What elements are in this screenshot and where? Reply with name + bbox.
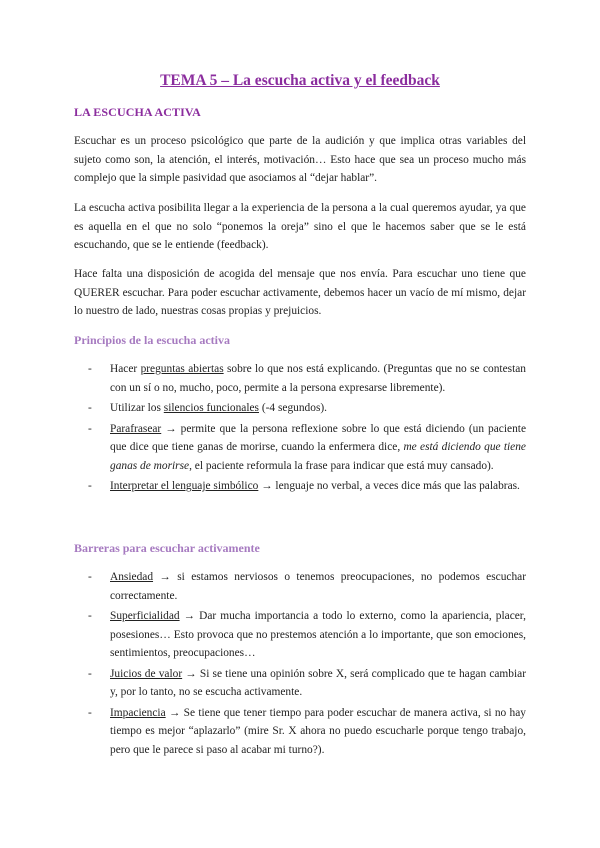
paragraph-1: Escuchar es un proceso psicológico que parte de la audición y que implica otras variables del sujeto como son, la atención, el interés, motivación… Esto hace que sea un proceso mucho más complejo que la simple pasividad que asociamos al “dejar hablar”. [74,135,526,184]
bullet-dash: - [88,363,92,375]
bullet-dash: - [88,480,92,492]
term: Interpretar el lenguaje simbólico [110,480,259,492]
term: Parafrasear [110,422,162,435]
list-item: - Superficialidad → Dar mucha importancia a todo lo externo, como la apariencia, placer, posesiones… Esto provoca que no prestemos atención a lo importante, que son emociones, sentimientos, preocupaciones… [74,607,526,663]
bullet-dash: - [88,610,92,622]
term: Superficialidad [110,610,180,622]
term: Impaciencia [110,706,166,719]
principios-heading: Principios de la escucha activa [74,333,230,347]
term: preguntas abiertas [140,363,224,375]
bullet-dash: - [88,706,92,719]
italic-quote: me está diciendo que tiene ganas de morirse [110,441,526,472]
list-item: - Ansiedad → si estamos nerviosos o tenemos preocupaciones, no podemos escuchar correctamente. [74,568,526,605]
list-item: - Interpretar el lenguaje simbólico → lenguaje no verbal, a veces dice más que las palabras. [74,477,526,496]
bullet-dash: - [88,571,92,583]
list-item: - Hacer preguntas abiertas sobre lo que nos está explicando. (Preguntas que no se contestan con un sí o no, mucho, poco, permite a la persona expresarse libremente). [74,360,526,397]
paragraph-3: Hace falta una disposición de acogida del mensaje que nos envía. Para escuchar uno tiene que QUERER escuchar. Para poder escuchar activamente, debemos hacer un vacío de mí mismo, dejar lo nuestro de lado, nuestras cosas propias y prejuicios. [74,268,526,317]
term: Ansiedad [110,571,154,583]
bullet-dash: - [88,402,92,414]
barreras-list [74,568,526,761]
principios-list [74,360,526,498]
list-item: - Utilizar los silencios funcionales (-4 segundos). [74,399,526,418]
term: Juicios de valor [110,667,183,680]
section-heading: LA ESCUCHA ACTIVA [74,105,201,119]
list-item: - Impaciencia → Se tiene que tener tiempo para poder escuchar de manera activa, si no hay tiempo es mejor “aplazarlo” (mire Sr. X ahora no puedo escucharle porque tengo trabajo, pero que le parece si paso al acabar mi turno?). [74,704,526,760]
barreras-heading: Barreras para escuchar activamente [74,541,260,555]
bullet-dash: - [88,422,92,435]
paragraph-2: La escucha activa posibilita llegar a la experiencia de la persona a la cual queremos ayudar, ya que es aquella en el que no solo “ponemos la oreja” sino el que le hacemos saber que se le está escuchando, que se le entiende (feedback). [74,202,526,251]
document-title: TEMA 5 – La escucha activa y el feedback [160,72,440,89]
list-item: - Juicios de valor → Si se tiene una opinión sobre X, será complicado que te hagan cambiar y, por lo tanto, no se escucha activamente. [74,665,526,702]
list-item: - Parafrasear → permite que la persona reflexione sobre lo que está diciendo (un paciente que dice que tiene ganas de morirse, cuando la enfermera dice, me está diciendo que tiene ganas de morirse, el paciente reformula la frase para indicar que está muy cansado). [74,420,526,476]
bullet-dash: - [88,667,92,680]
term: silencios funcionales [163,402,259,414]
